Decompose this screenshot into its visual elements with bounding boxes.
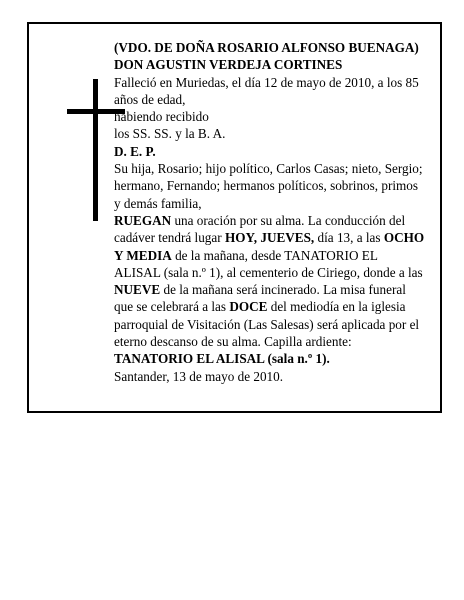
- funeral-text-3: de la mañana, desde TANATORIO EL ALISAL (sala n.º 1), al cementerio de Ciriego, donde a las: [114, 247, 423, 280]
- cremation-time: NUEVE: [114, 282, 161, 298]
- funeral-text-2: día 13, a las: [314, 230, 384, 246]
- sacraments-line-2: los SS. SS. y la B. A.: [114, 126, 226, 142]
- funeral-text-1: una oración por su alma. La conducción del cadáver tendrá lugar: [114, 212, 406, 246]
- chapel-location: TANATORIO EL ALISAL (sala n.º 1).: [114, 351, 330, 367]
- funeral-text-5: del mediodía en la iglesia parroquial de Visitación (Las Salesas) será aplicada por el eterno descanso de su alma. Capilla ardiente:: [114, 299, 420, 350]
- funeral-day: HOY, JUEVES,: [224, 230, 315, 246]
- family-members: Su hija, Rosario; hijo político, Carlos Casas; nieto, Sergio; hermano, Fernando; hermanos políticos, sobrinos, primos y demás familia,: [114, 161, 423, 211]
- request-emphasis: RUEGAN: [114, 212, 172, 228]
- mass-time: DOCE: [229, 299, 268, 315]
- place-and-date: Santander, 13 de mayo de 2010.: [114, 368, 284, 384]
- procession-time: OCHO Y MEDIA: [114, 230, 425, 263]
- sacraments-line-1: habiendo recibido: [114, 109, 209, 125]
- cross-vertical-bar: [93, 79, 98, 221]
- funeral-details: [114, 212, 426, 368]
- widow-preface: (VDO. DE DOÑA ROSARIO ALFONSO BUENAGA): [114, 40, 419, 55]
- death-details: Falleció en Muriedas, el día 12 de mayo de 2010, a los 85 años de edad,: [114, 74, 419, 107]
- deceased-name: DON AGUSTIN VERDEJA CORTINES: [114, 57, 343, 73]
- funeral-text-4: de la mañana será incinerado. La misa funeral que se celebrará a las: [114, 282, 406, 315]
- notice-text: [114, 39, 426, 385]
- rest-in-peace: D. E. P.: [114, 143, 156, 159]
